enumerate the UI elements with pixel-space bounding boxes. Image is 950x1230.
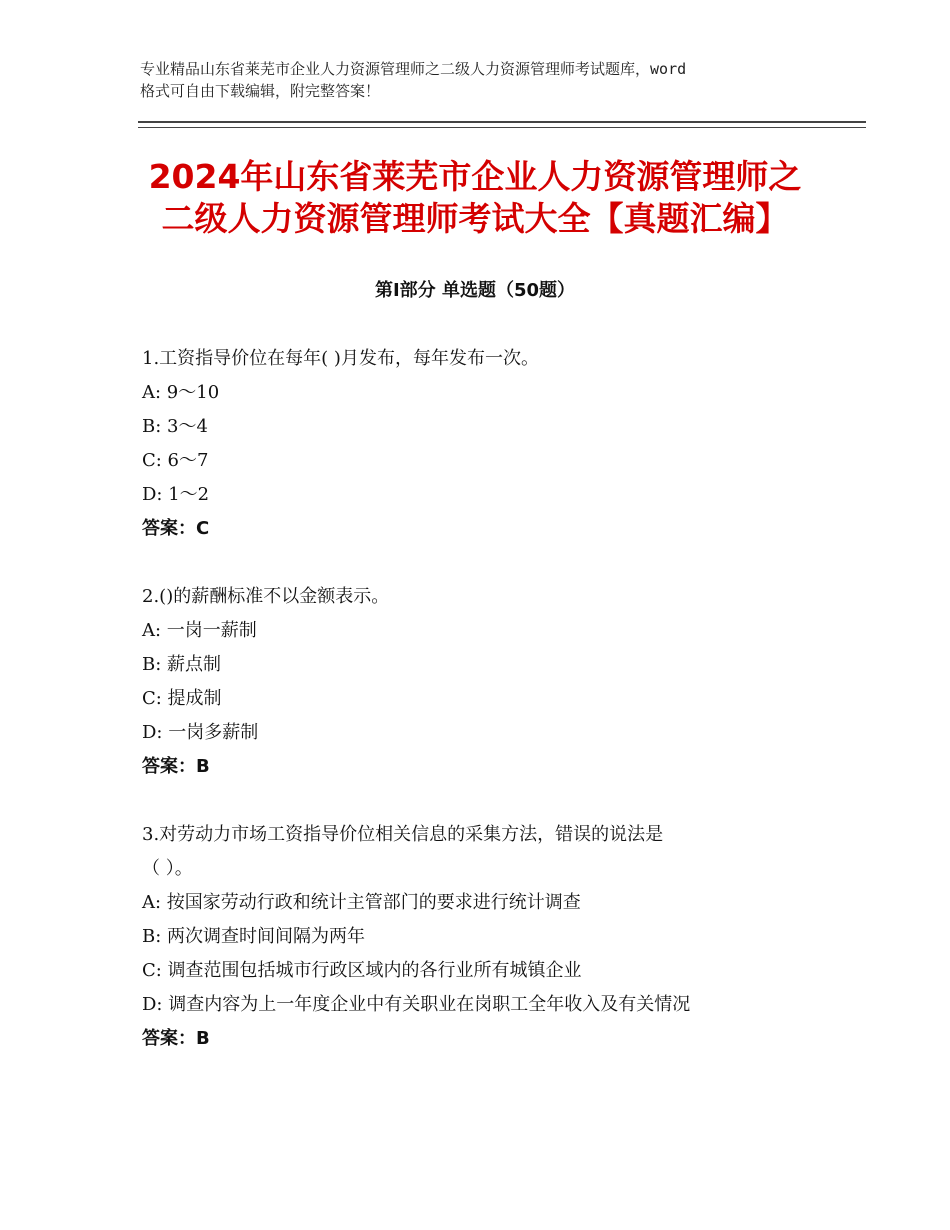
option-b: B: 两次调查时间间隔为两年 [142, 926, 366, 947]
option-a: A: 按国家劳动行政和统计主管部门的要求进行统计调查 [142, 892, 581, 913]
header-divider [138, 121, 866, 128]
header-note [140, 58, 830, 102]
question-stem: 3.对劳动力市场工资指导价位相关信息的采集方法，错误的说法是 [142, 824, 664, 845]
option-c: C: 6～7 [142, 450, 209, 471]
option-a: A: 9～10 [142, 382, 220, 403]
document-title-line-2: 二级人力资源管理师考试大全【真题汇编】 [161, 199, 789, 238]
option-c: C: 调查范围包括城市行政区域内的各行业所有城镇企业 [142, 960, 582, 981]
option-c: C: 提成制 [142, 688, 222, 709]
question-1 [142, 342, 842, 546]
question-stem: 1.工资指导价位在每年( )月发布，每年发布一次。 [142, 348, 539, 369]
header-note-line-1: 专业精品山东省莱芜市企业人力资源管理师之二级人力资源管理师考试题库，word [140, 60, 687, 78]
option-d: D: 1～2 [142, 484, 210, 505]
option-b: B: 薪点制 [142, 654, 222, 675]
document-title [0, 156, 950, 240]
question-3 [142, 818, 842, 1056]
question-2 [142, 580, 842, 784]
header-note-line-2: 格式可自由下载编辑，附完整答案！ [140, 82, 381, 100]
option-a: A: 一岗一薪制 [142, 620, 257, 641]
document-title-line-1: 2024年山东省莱芜市企业人力资源管理师之 [148, 157, 802, 196]
question-stem: 2.()的薪酬标准不以金额表示。 [142, 586, 390, 607]
answer: 答案：B [142, 756, 210, 777]
answer: 答案：C [142, 518, 210, 539]
option-d: D: 调查内容为上一年度企业中有关职业在岗职工全年收入及有关情况 [142, 994, 691, 1015]
section-title: 第Ⅰ部分 单选题（50题） [374, 280, 575, 301]
option-b: B: 3～4 [142, 416, 208, 437]
question-stem-continued: （ ）。 [142, 858, 193, 879]
answer: 答案：B [142, 1028, 210, 1049]
option-d: D: 一岗多薪制 [142, 722, 259, 743]
